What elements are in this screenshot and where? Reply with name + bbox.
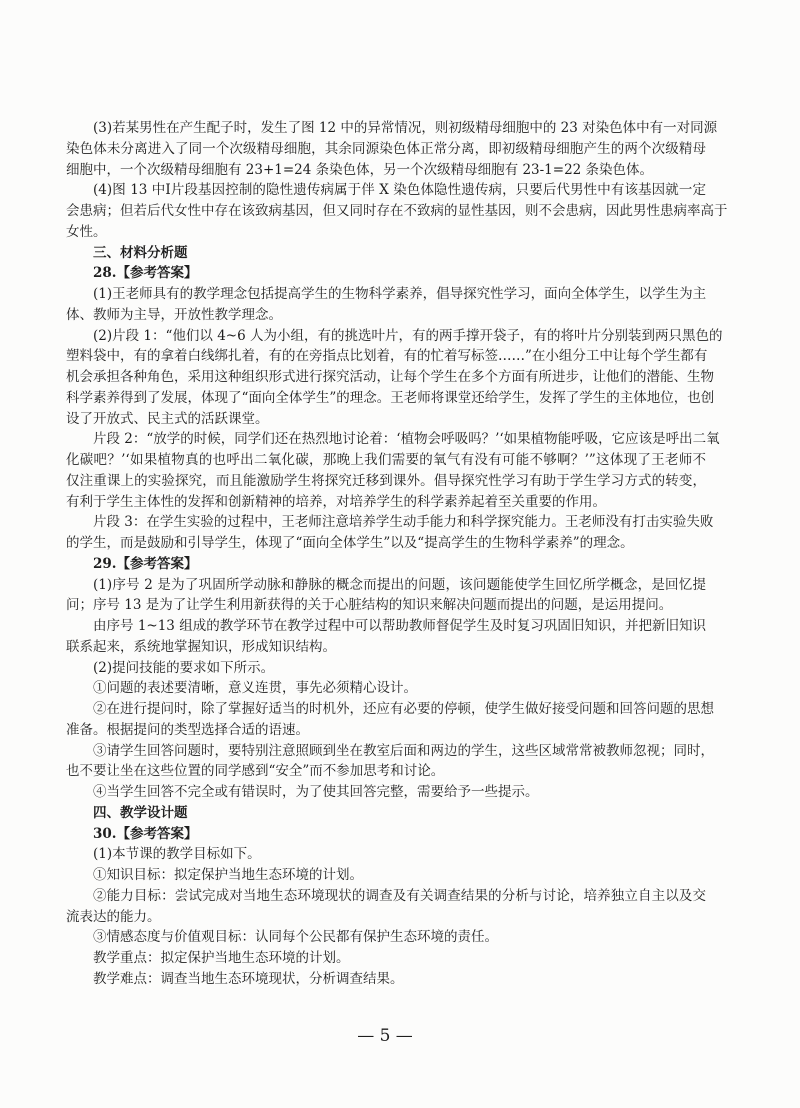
text-line: (3)若某男性在产生配子时，发生了图 12 中的异常情况，则初级精母细胞中的 23 对染色体中有一对同源 — [93, 120, 718, 136]
ability-goal — [66, 886, 706, 928]
text-line: 仅注重课上的实验探究，而且能激励学生将探究迁移到课外。倡导探究性学习有助于学生学习方式的转变， — [66, 472, 706, 489]
text-line: 机会承担各种角色，采用这种组织形式进行探究活动，让每个学生在多个方面有所进步，让他们的潜能、生物 — [66, 369, 714, 385]
text-line: 女性。 — [66, 223, 107, 240]
requirement-3 — [66, 741, 714, 783]
section-heading: 四、教学设计题 — [93, 804, 188, 821]
text-line: 会患病；但若后代女性中存在该致病基因，但又同时存在不致病的显性基因，则不会患病，因此男性患病率高于 — [66, 203, 728, 219]
requirement-2 — [66, 699, 714, 741]
text-line: 设了开放式、民主式的活跃课堂。 — [66, 410, 269, 427]
text-line: 有利于学生主体性的发挥和创新精神的培养，对培养学生的科学素养起着至关重要的作用。 — [66, 493, 606, 510]
q29-item2-line: (2)提问技能的要求如下所示。 — [93, 659, 275, 676]
text-line: ③请学生回答问题时，要特别注意照顾到坐在教室后面和两边的学生，这些区域常常被教师忽视；同时， — [93, 742, 714, 759]
q28-fragment3-paragraph — [66, 512, 714, 554]
text-line: (2)片段 1：“他们以 4~6 人为小组，有的挑选叶片，有的两手撑开袋子，有的将叶片分别装到两只黑色的 — [93, 327, 723, 344]
text-line: 塑料袋中，有的拿着白线绑扎着，有的在旁指点比划着，有的忙着写标签……”在小组分工中让每个学生都有 — [66, 348, 708, 365]
answer-label: 30.【参考答案】 — [93, 825, 198, 842]
q28-fragment2-paragraph — [66, 429, 720, 512]
answer-label: 28.【参考答案】 — [93, 265, 198, 282]
text-line: 化碳吧？’‘如果植物真的也呼出二氧化碳，那晚上我们需要的氧气有没有可能不够啊？’”这体现了王老师不 — [66, 452, 706, 468]
answer-label: 29.【参考答案】 — [93, 555, 198, 572]
section-heading: 三、材料分析题 — [93, 244, 188, 261]
text-line: 流表达的能力。 — [66, 908, 161, 925]
q27-item4-paragraph — [66, 180, 728, 242]
q27-item3-paragraph — [66, 118, 718, 180]
text-line: 联系起来，系统地掌握知识，形成知识结构。 — [66, 638, 336, 655]
q29-summary-paragraph — [66, 616, 706, 658]
text-line: (1)王老师具有的教学理念包括提高学生的生物科学素养，倡导探究性学习，面向全体学生，以学生为主 — [93, 286, 707, 302]
q30-item1-line: (1)本节课的教学目标如下。 — [93, 846, 261, 863]
page-text-body — [66, 118, 728, 990]
text-line: 科学素养得到了发展，体现了“面向全体学生”的理念。王老师将课堂还给学生，发挥了学生的主体地位，也创 — [66, 389, 715, 406]
text-line: (4)图 13 中Ⅰ片段基因控制的隐性遗传病属于伴 X 染色体隐性遗传病，只要后代男性中有该基因就一定 — [93, 182, 706, 199]
text-line: 的学生，而是鼓励和引导学生，体现了“面向全体学生”以及“提高学生的生物科学素养”的理念。 — [66, 535, 634, 551]
q28-item1-paragraph — [66, 284, 706, 326]
text-line: ②能力目标：尝试完成对当地生态环境现状的调查及有关调查结果的分析与讨论，培养独立自主以及交 — [93, 887, 706, 904]
text-line: 染色体未分离进入了同一个次级精母细胞，其余同源染色体正常分离，即初级精母细胞产生的两个次级精母 — [66, 140, 706, 157]
text-line: 也不要让坐在这些位置的同学感到“安全”而不参加思考和讨论。 — [66, 763, 445, 780]
text-line: 体、教师为主导，开放性教学理念。 — [66, 306, 282, 323]
text-line: 片段 3：在学生实验的过程中，王老师注意培养学生动手能力和科学探究能力。王老师没有打击实验失败 — [93, 514, 714, 531]
knowledge-goal: ①知识目标：拟定保护当地生态环境的计划。 — [93, 867, 363, 883]
page-number: — 5 — — [357, 1026, 413, 1046]
teaching-key-point: 教学重点：拟定保护当地生态环境的计划。 — [93, 950, 350, 966]
q29-item1-paragraph — [66, 575, 706, 617]
requirement-1: ①问题的表述要清晰，意义连贯，事先必须精心设计。 — [93, 680, 417, 697]
text-line: 由序号 1~13 组成的教学环节在教学过程中可以帮助教师督促学生及时复习巩固旧知识，并把新旧知识 — [93, 618, 706, 634]
text-line: 片段 2：“放学的时候，同学们还在热烈地讨论着：‘植物会呼吸吗？’‘如果植物能呼吸，它应该是呼出二氧 — [93, 431, 720, 448]
q28-fragment1-paragraph — [66, 326, 723, 430]
text-line: 准备。根据提问的类型选择合适的语速。 — [66, 721, 309, 738]
attitude-goal: ③情感态度与价值观目标：认同每个公民都有保护生态环境的责任。 — [93, 929, 498, 946]
text-line: (1)序号 2 是为了巩固所学动脉和静脉的概念而提出的问题，该问题能使学生回忆所学概念，是回忆提 — [93, 576, 706, 593]
text-line: 问；序号 13 是为了让学生利用新获得的关于心脏结构的知识来解决问题而提出的问题，是运用提问。 — [66, 597, 673, 614]
requirement-4: ④当学生回答不完全或有错误时，为了使其回答完整，需要给予一些提示。 — [93, 784, 539, 800]
teaching-difficulty: 教学难点：调查当地生态环境现状，分析调查结果。 — [93, 970, 404, 987]
text-line: ②在进行提问时，除了掌握好适当的时机外，还应有必要的停顿，使学生做好接受问题和回答问题的思想 — [93, 701, 714, 717]
text-line: 细胞中，一个次级精母细胞有 23+1=24 条染色体，另一个次级精母细胞有 23-1=22 条染色体。 — [66, 161, 654, 178]
